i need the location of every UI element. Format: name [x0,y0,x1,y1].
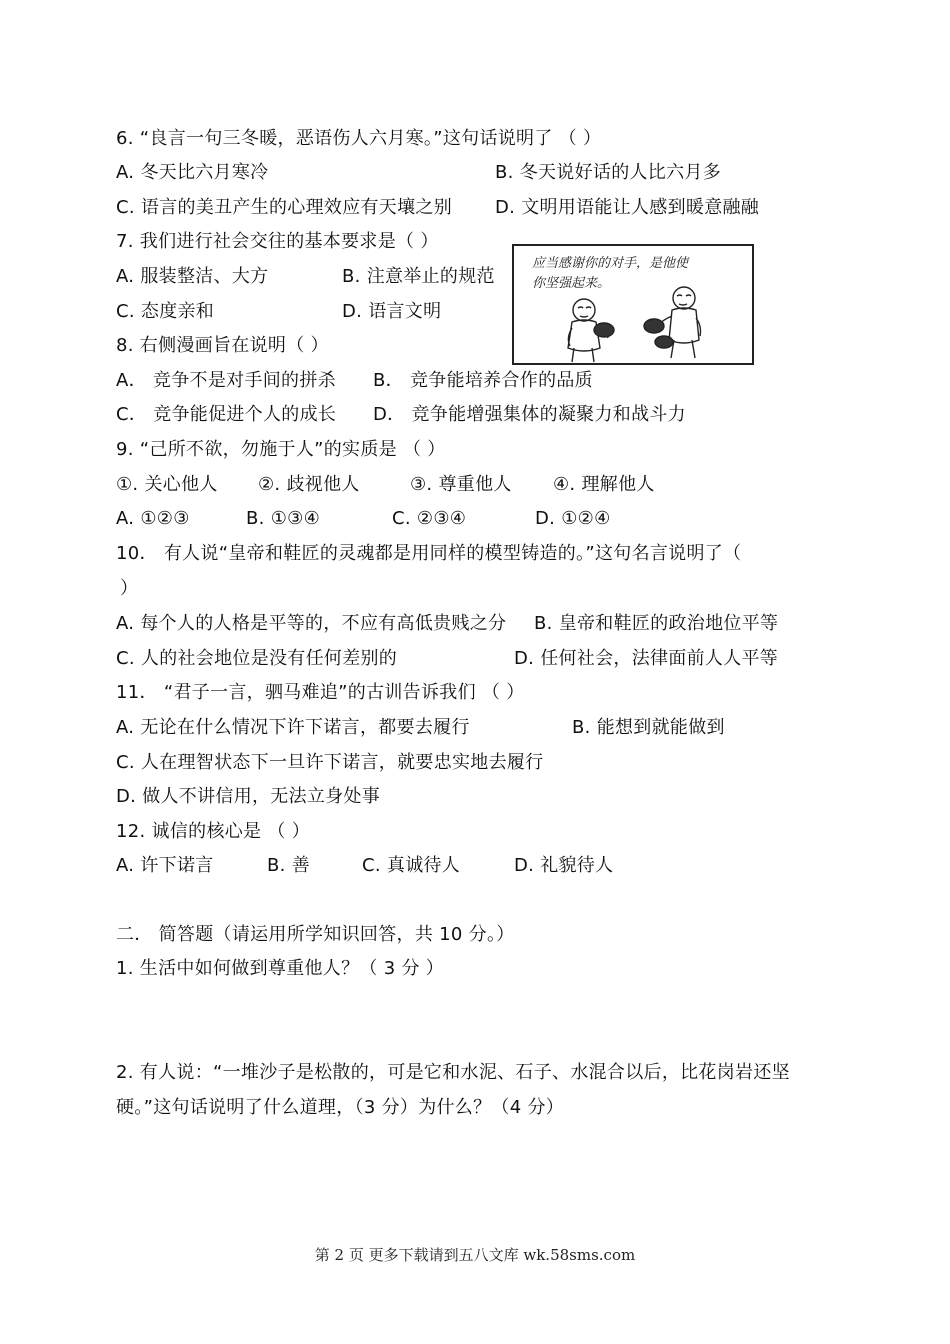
q12-option-d: D. 礼貌待人 [514,855,614,876]
cartoon-drawing [514,246,754,365]
q7-option-a: A. 服装整洁、大方 [116,266,269,287]
q9-stem: 9. “己所不欲，勿施于人”的实质是 （ ） [116,439,446,460]
q7-option-b: B. 注意举止的规范 [342,266,495,287]
q11-option-b: B. 能想到就能做到 [572,717,725,738]
q12-option-a: A. 许下诺言 [116,855,214,876]
short-answer-q2: 2. 有人说：“一堆沙子是松散的，可是它和水泥、石子、水混合以后，比花岗岩还坚 [116,1062,790,1083]
cartoon-image [512,244,754,365]
q9-item-2: ②. 歧视他人 [258,474,360,495]
q12-option-b: B. 善 [267,855,310,876]
q6-option-c: C. 语言的美丑产生的心理效应有天壤之别 [116,197,453,218]
cartoon-caption: 应当感谢你的对手，是他使 你坚强起来。 [532,256,689,291]
q6-option-a: A. 冬天比六月寒冷 [116,162,269,183]
q9-item-1: ①. 关心他人 [116,474,218,495]
q8-option-c: C． 竞争能促进个人的成长 [116,404,337,425]
q7-option-c: C. 态度亲和 [116,301,215,322]
section2-heading: 二． 简答题（请运用所学知识回答，共 10 分。） [116,924,515,945]
q10-stem-cont: ） [120,578,139,599]
q7-option-d: D. 语言文明 [342,301,442,322]
q12-stem: 12. 诚信的核心是 （ ） [116,821,310,842]
q11-option-d: D. 做人不讲信用，无法立身处事 [116,786,381,807]
q10-option-d: D. 任何社会，法律面前人人平等 [514,648,779,669]
q6-option-d: D. 文明用语能让人感到暖意融融 [495,197,760,218]
q8-option-d: D． 竞争能增强集体的凝聚力和战斗力 [373,404,686,425]
q6-option-b: B. 冬天说好话的人比六月多 [495,162,721,183]
q9-option-b: B. ①③④ [246,508,321,529]
q6-stem: 6. “良言一句三冬暖，恶语伤人六月寒。”这句话说明了 （ ） [116,128,602,149]
q8-option-a: A． 竞争不是对手间的拼杀 [116,370,336,391]
short-answer-q2-cont: 硬。”这句话说明了什么道理，（3 分）为什么？（4 分） [116,1097,565,1118]
q10-option-c: C. 人的社会地位是没有任何差别的 [116,648,398,669]
q10-option-a: A. 每个人的人格是平等的，不应有高低贵贱之分 [116,613,507,634]
q10-stem: 10． 有人说“皇帝和鞋匠的灵魂都是用同样的模型铸造的。”这句名言说明了（ [116,543,742,564]
q11-option-c: C. 人在理智状态下一旦许下诺言，就要忠实地去履行 [116,752,544,773]
q9-item-4: ④. 理解他人 [553,474,655,495]
q9-option-d: D. ①②④ [535,508,611,529]
q12-option-c: C. 真诚待人 [362,855,461,876]
page-footer: 第 2 页 更多下载请到五八文库 wk.58sms.com [314,1246,636,1264]
short-answer-q1: 1. 生活中如何做到尊重他人？（ 3 分 ） [116,958,445,979]
q8-stem: 8. 右侧漫画旨在说明（ ） [116,335,329,356]
q11-stem: 11． “君子一言，驷马难追”的古训告诉我们 （ ） [116,682,525,703]
q7-stem: 7. 我们进行社会交往的基本要求是（ ） [116,231,439,252]
q9-option-c: C. ②③④ [392,508,467,529]
q11-option-a: A. 无论在什么情况下许下诺言，都要去履行 [116,717,470,738]
q9-item-3: ③. 尊重他人 [410,474,512,495]
q9-option-a: A. ①②③ [116,508,190,529]
q8-option-b: B． 竞争能培养合作的品质 [373,370,593,391]
q10-option-b: B. 皇帝和鞋匠的政治地位平等 [534,613,779,634]
